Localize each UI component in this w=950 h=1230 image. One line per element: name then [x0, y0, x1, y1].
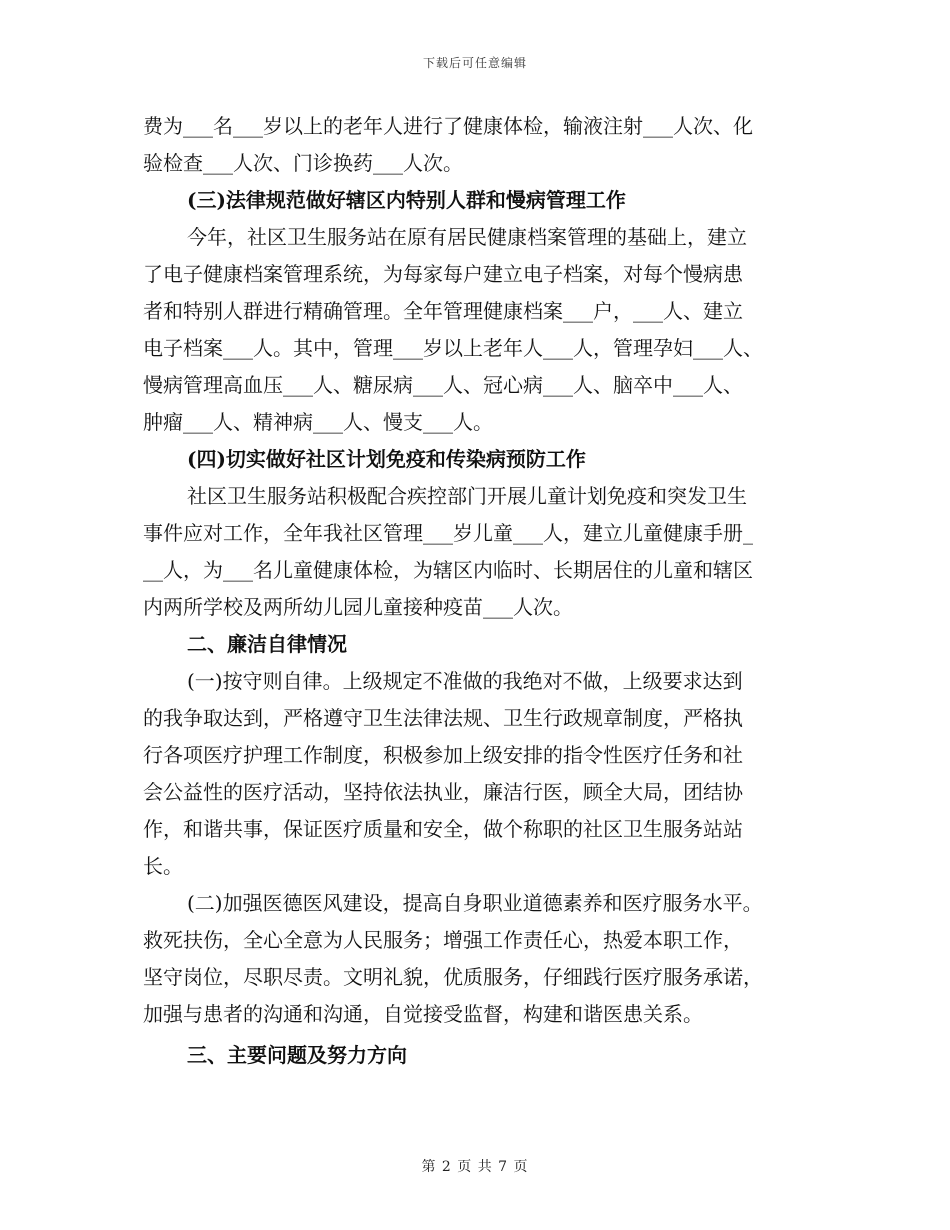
header-note: 下载后可任意编辑 — [422, 56, 527, 70]
paragraph-line: __人，为___名儿童健康体检，为辖区内临时、长期居住的儿童和辖区 — [143, 558, 753, 582]
paragraph-line: 救死扶伤，全心全意为人民服务；增强工作责任心，热爱本职工作， — [143, 928, 743, 952]
paragraph-line: 作，和谐共事，保证医疗质量和安全，做个称职的社区卫生服务站站 — [143, 817, 743, 841]
paragraph-line: 社区卫生服务站积极配合疾控部门开展儿童计划免疫和突发卫生 — [187, 484, 747, 508]
paragraph-line: (一)按守则自律。上级规定不准做的我绝对不做，上级要求达到 — [187, 669, 743, 693]
paragraph-line: 会公益性的医疗活动，坚持依法执业，廉洁行医，顾全大局，团结协 — [143, 780, 743, 804]
paragraph-line: 电子档案___人。其中，管理___岁以上老年人___人，管理孕妇___人、 — [143, 336, 763, 360]
paragraph-line: 验检查___人次、门诊换药___人次。 — [143, 151, 463, 175]
page-footer: 第 2 页 共 7 页 — [421, 1159, 529, 1175]
section-heading: 三、主要问题及努力方向 — [187, 1043, 407, 1067]
section-heading: 二、廉洁自律情况 — [187, 632, 347, 656]
paragraph-line: 加强与患者的沟通和沟通，自觉接受监督，构建和谐医患关系。 — [143, 1002, 703, 1026]
document-body — [143, 108, 803, 1074]
paragraph-line: 长。 — [143, 854, 183, 878]
paragraph-line: 内两所学校及两所幼儿园儿童接种疫苗___人次。 — [143, 595, 573, 619]
paragraph-line: 的我争取达到，严格遵守卫生法律法规、卫生行政规章制度，严格执 — [143, 706, 743, 730]
paragraph-line: 费为___名___岁以上的老年人进行了健康体检，输液注射___人次、化 — [143, 114, 753, 138]
paragraph-line: 肿瘤___人、精神病___人、慢支___人。 — [143, 410, 493, 434]
paragraph-line: 了电子健康档案管理系统，为每家每户建立电子档案，对每个慢病患 — [143, 262, 743, 286]
paragraph-line: 行各项医疗护理工作制度，积极参加上级安排的指令性医疗任务和社 — [143, 743, 743, 767]
paragraph-line: 慢病管理高血压___人、糖尿病___人、冠心病___人、脑卒中___人、 — [143, 373, 743, 397]
section-heading: (三)法律规范做好辖区内特别人群和慢病管理工作 — [187, 188, 626, 212]
paragraph-line: 者和特别人群进行精确管理。全年管理健康档案___户，___人、建立 — [143, 299, 743, 323]
paragraph-line: 事件应对工作，全年我社区管理___岁儿童___人，建立儿童健康手册_ — [143, 521, 753, 545]
section-heading: (四)切实做好社区计划免疫和传染病预防工作 — [187, 447, 586, 471]
paragraph-line: 坚守岗位，尽职尽责。文明礼貌，优质服务，仔细践行医疗服务承诺， — [143, 965, 763, 989]
paragraph-line: 今年，社区卫生服务站在原有居民健康档案管理的基础上，建立 — [187, 225, 747, 249]
paragraph-line: (二)加强医德医风建设，提高自身职业道德素养和医疗服务水平。 — [187, 891, 763, 915]
